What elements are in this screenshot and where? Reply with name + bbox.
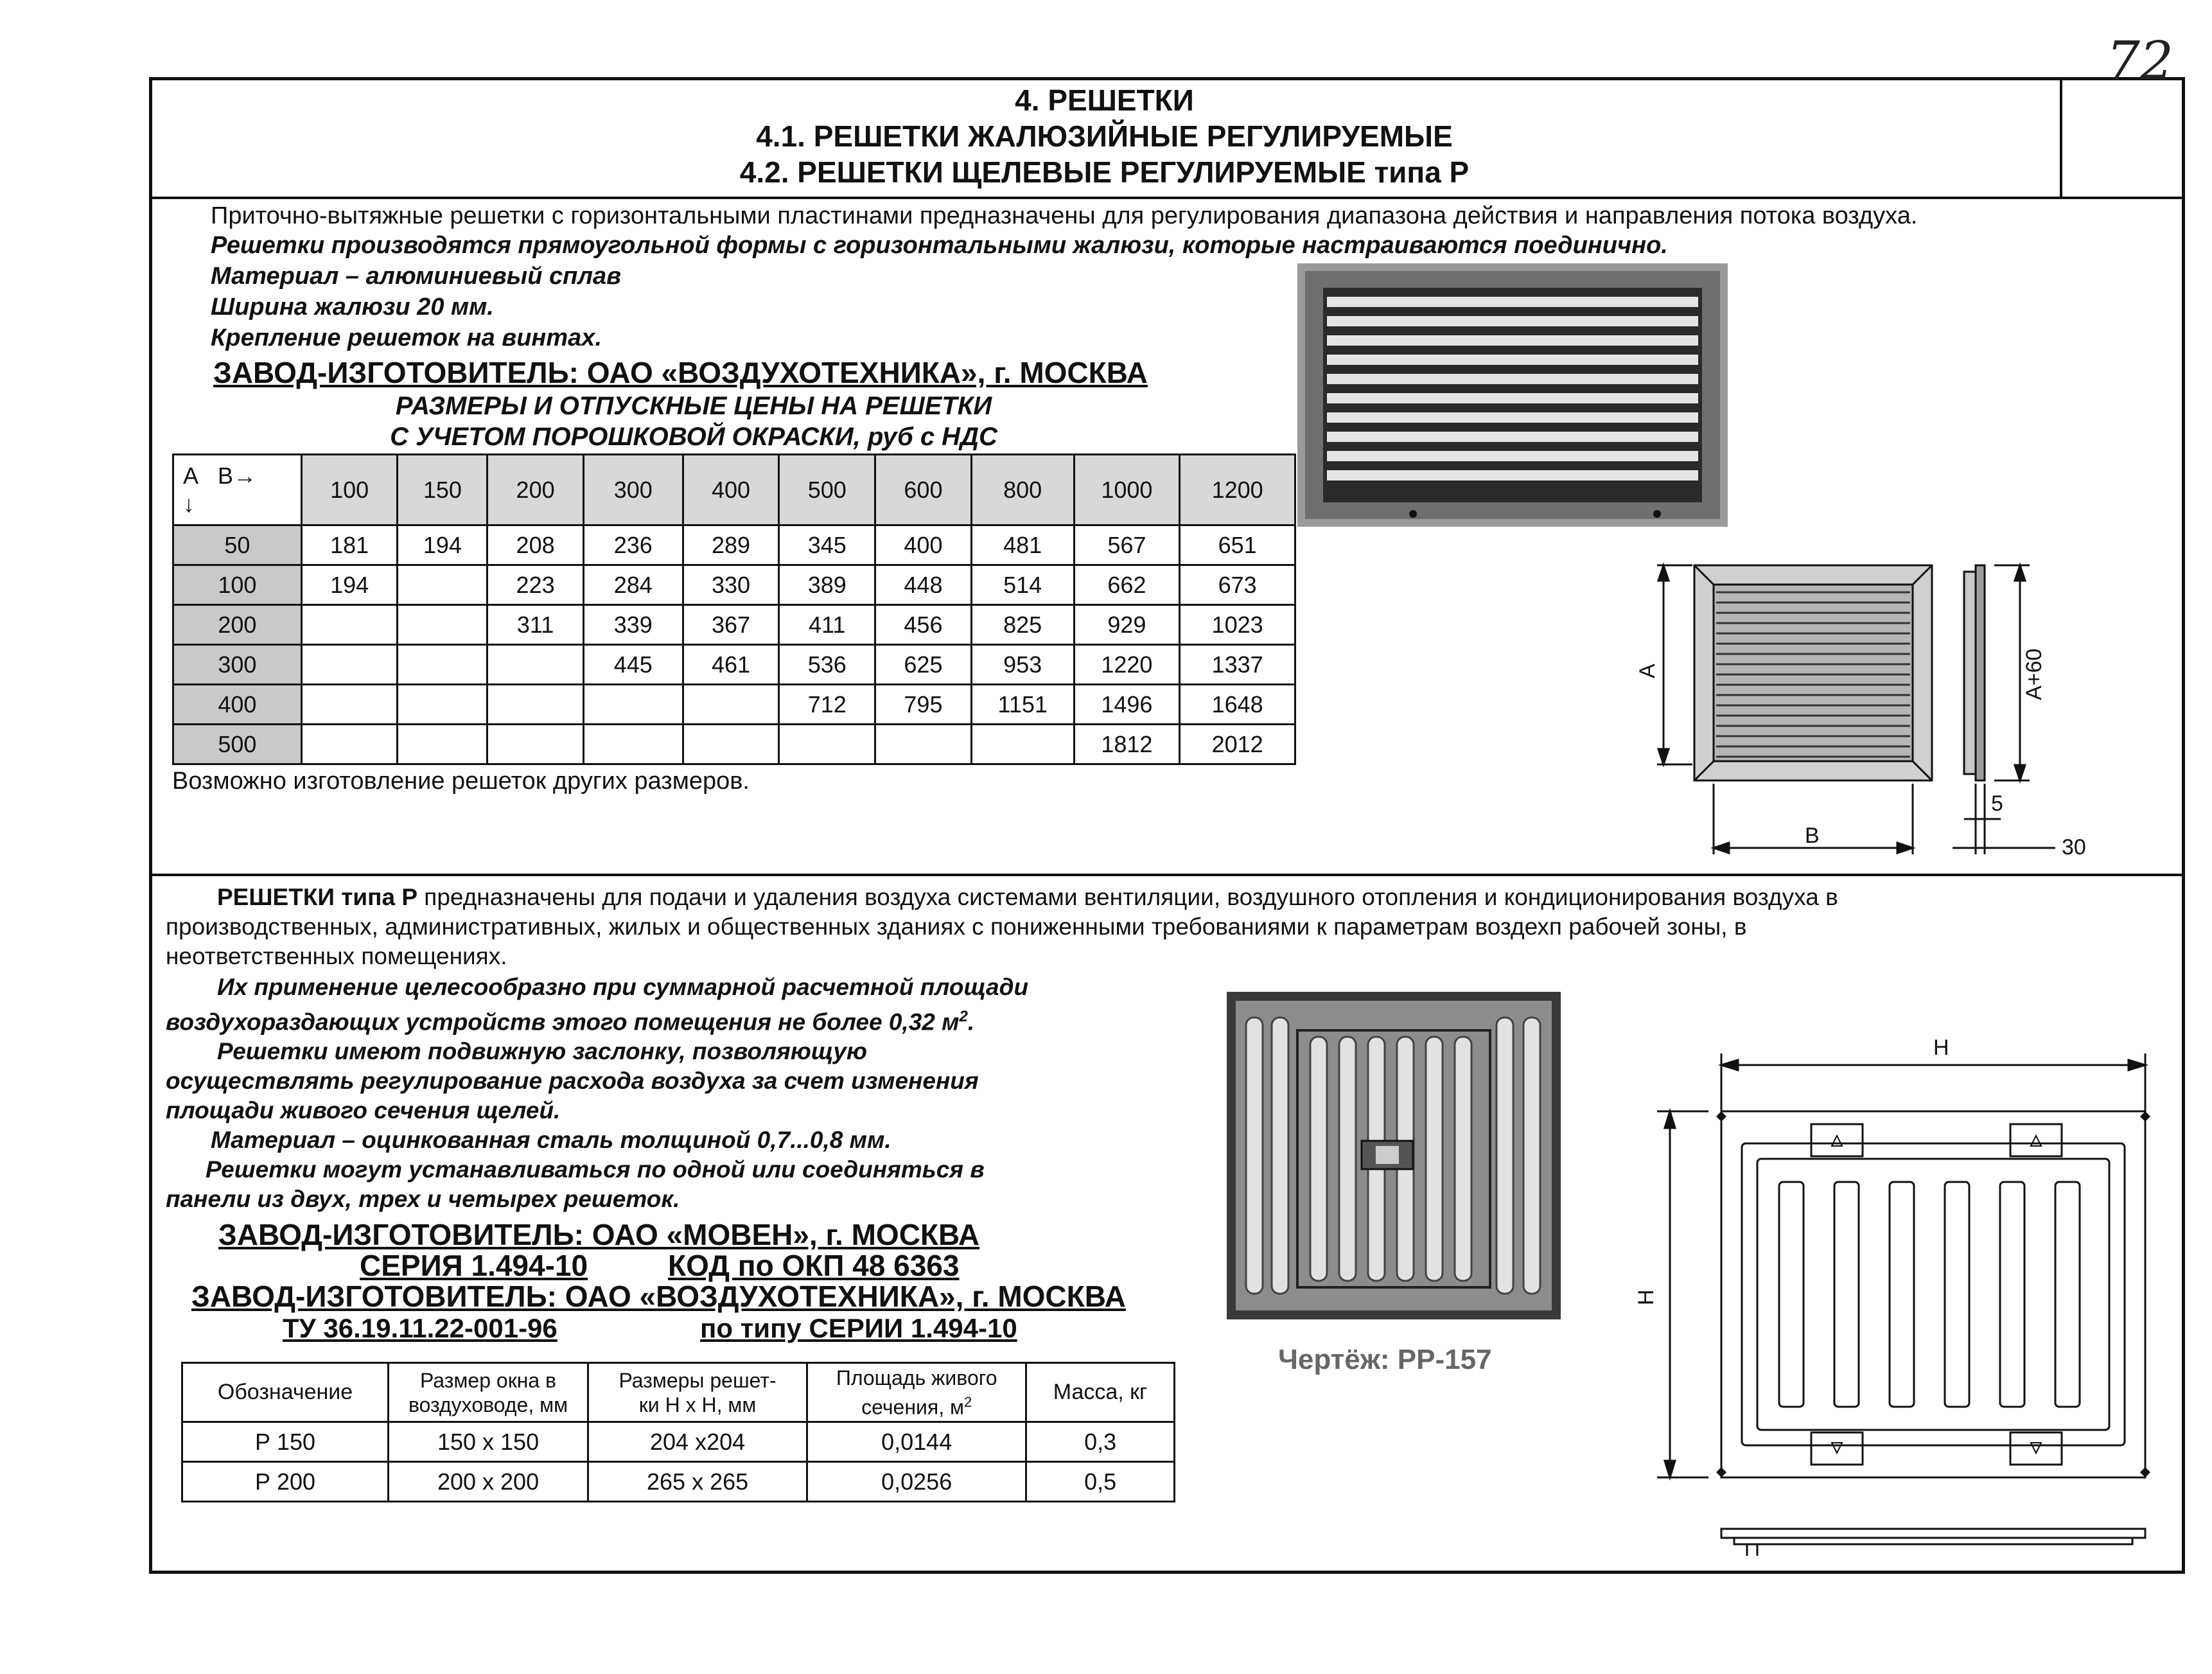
table-cell: 953: [971, 645, 1074, 685]
p1-line3: неответственных помещениях.: [166, 943, 507, 969]
drawing-caption: Чертёж: РР-157: [1278, 1344, 1492, 1375]
table-cell: 448: [875, 565, 972, 605]
series-label: СЕРИЯ 1.494-10: [360, 1249, 588, 1282]
table-row: [173, 645, 1295, 685]
corner-cell: [173, 455, 302, 525]
cell-area: 0,0256: [807, 1462, 1026, 1502]
table-cell: 284: [583, 565, 683, 605]
type-p-table: [181, 1362, 1175, 1502]
table-cell: 367: [683, 605, 779, 645]
cell-size: 265 х 265: [588, 1462, 807, 1502]
table-cell: 825: [971, 605, 1074, 645]
p3-line3: площади живого сечения щелей.: [166, 1097, 561, 1124]
type-p-header: [182, 1363, 1175, 1422]
table-cell: 1496: [1074, 685, 1180, 725]
table-cell: 389: [779, 565, 875, 605]
table-cell: [301, 685, 398, 725]
row-header: 50: [173, 525, 302, 565]
row-header: 200: [173, 605, 302, 645]
p2-sup: 2: [959, 1008, 968, 1025]
table-cell: [683, 725, 779, 764]
header-area-l2: сечения, м: [861, 1395, 964, 1419]
table-row: [173, 525, 1295, 565]
intro-text: Приточно-вытяжные решетки с горизонтальными пластинами предназначены для регулирования диапазона действия и направления потока воздуха.: [211, 202, 1918, 229]
table-cell: 345: [779, 525, 875, 565]
table-cell: 461: [683, 645, 779, 685]
corner-arrow: ↓: [183, 490, 195, 517]
cell-mass: 0,5: [1026, 1462, 1175, 1502]
header-area-sup: 2: [963, 1393, 972, 1410]
price-table-header: [173, 455, 1295, 525]
okp-code: КОД по ОКП 48 6363: [668, 1249, 960, 1282]
table-cell: [683, 685, 779, 725]
table-cell: [487, 725, 584, 764]
title-block: [149, 82, 2060, 190]
slotted-grille-photo: [1227, 992, 1561, 1319]
price-table-title-1: РАЗМЕРЫ И ОТПУСКНЫЕ ЦЕНЫ НА РЕШЕТКИ: [395, 392, 992, 420]
col-header: 150: [398, 455, 487, 525]
table-row: [173, 605, 1295, 645]
title-section: 4. РЕШЕТКИ: [1015, 84, 1194, 117]
price-table: [172, 454, 1296, 765]
table-cell: 330: [683, 565, 779, 605]
col-header: 100: [301, 455, 398, 525]
table-cell: [971, 725, 1074, 764]
tu-label: ТУ 36.19.11.22-001-96: [283, 1313, 557, 1343]
louvre-grille-drawing: [1635, 552, 2132, 861]
page-number-cell: [2060, 77, 2185, 197]
col-header: 1200: [1180, 455, 1295, 525]
table-cell: 1151: [971, 685, 1074, 725]
header-size: [588, 1363, 807, 1422]
table-cell: 456: [875, 605, 972, 645]
table-cell: 536: [779, 645, 875, 685]
header-window-l2: воздуховоде, мм: [408, 1393, 568, 1416]
section2-p1-line1: [166, 883, 2157, 912]
table-cell: [301, 605, 398, 645]
table-cell: 223: [487, 565, 584, 605]
p3-line1: Решетки имеют подвижную заслонку, позволяющую: [217, 1038, 868, 1065]
title-subsection-1: 4.1. РЕШЕТКИ ЖАЛЮЗИЙНЫЕ РЕГУЛИРУЕМЫЕ: [756, 119, 1453, 153]
table-cell: 411: [779, 605, 875, 645]
col-header: 200: [487, 455, 584, 525]
table-cell: 795: [875, 685, 972, 725]
table-cell: [487, 685, 584, 725]
section-divider: [149, 874, 2185, 876]
table-cell: [398, 605, 487, 645]
header-designation: Обозначение: [182, 1363, 389, 1422]
table-cell: 445: [583, 645, 683, 685]
row-header: 400: [173, 685, 302, 725]
cell-name: Р 200: [182, 1462, 389, 1502]
row-header: 100: [173, 565, 302, 605]
dim-5-label: 5: [1991, 791, 2003, 816]
table-cell: [301, 645, 398, 685]
header-size-l1: Размеры решет-: [619, 1368, 777, 1392]
table-row: [182, 1422, 1175, 1462]
table-cell: [301, 725, 398, 764]
cell-area: 0,0144: [807, 1422, 1026, 1462]
col-header: 400: [683, 455, 779, 525]
col-header: 800: [971, 455, 1074, 525]
page-number: 72: [2106, 31, 2173, 92]
dim-30-label: 30: [2062, 835, 2086, 859]
table-cell: [398, 565, 487, 605]
table-cell: 1220: [1074, 645, 1180, 685]
table-cell: 673: [1180, 565, 1295, 605]
slotted-grille-drawing: [1631, 1028, 2158, 1567]
p2-line2: воздухораздающих устройств этого помещения не более 0,32 м: [166, 1009, 960, 1035]
table-cell: 289: [683, 525, 779, 565]
table-cell: [779, 725, 875, 764]
table-cell: 481: [971, 525, 1074, 565]
section2-paragraph-2: [166, 973, 1193, 1214]
col-header: 600: [875, 455, 972, 525]
table-cell: 1023: [1180, 605, 1295, 645]
table-cell: 625: [875, 645, 972, 685]
table-cell: 1648: [1180, 685, 1295, 725]
dim-a60-label: А+60: [2022, 648, 2046, 700]
vozduhotekhnika-manufacturer: ЗАВОД-ИЗГОТОВИТЕЛЬ: ОАО «ВОЗДУХОТЕХНИКА», г. МОСКВА: [191, 1280, 1126, 1313]
table-cell: 181: [301, 525, 398, 565]
p2-line2-wrap: [166, 1002, 1193, 1037]
cell-name: Р 150: [182, 1422, 389, 1462]
col-header: 500: [779, 455, 875, 525]
table-cell: 662: [1074, 565, 1180, 605]
material-text: Материал – алюминиевый сплав: [211, 263, 622, 290]
row-header: 500: [173, 725, 302, 764]
table-cell: 311: [487, 605, 584, 645]
table-cell: 712: [779, 685, 875, 725]
table-cell: [875, 725, 972, 764]
table-cell: 339: [583, 605, 683, 645]
table-row: [173, 725, 1295, 764]
other-sizes-note: Возможно изготовление решеток других размеров.: [172, 768, 750, 795]
table-cell: 1337: [1180, 645, 1295, 685]
p3-line2: осуществлять регулирование расхода воздуха за счет изменения: [166, 1068, 979, 1095]
table-row: [182, 1462, 1175, 1502]
p4-line: Материал – оцинкованная сталь толщиной 0,7...0,8 мм.: [211, 1127, 891, 1154]
row-header: 300: [173, 645, 302, 685]
table-row: [173, 565, 1295, 605]
cell-mass: 0,3: [1026, 1422, 1175, 1462]
table-cell: 400: [875, 525, 972, 565]
corner-a: А: [183, 462, 199, 489]
header-window: [389, 1363, 588, 1422]
corner-b: В→: [218, 462, 257, 489]
series-type-label: по типу СЕРИИ 1.494-10: [700, 1313, 1017, 1343]
table-cell: 208: [487, 525, 584, 565]
table-cell: 1812: [1074, 725, 1180, 764]
table-cell: [487, 645, 584, 685]
table-cell: [398, 685, 487, 725]
dim-a-label: А: [1635, 664, 1660, 678]
manufacturer-heading: ЗАВОД-ИЗГОТОВИТЕЛЬ: ОАО «ВОЗДУХОТЕХНИКА», г. МОСКВА: [213, 356, 1148, 389]
p2-end: .: [967, 1009, 975, 1035]
mount-text-bold: Крепление решеток на винтах.: [211, 324, 602, 351]
col-header: 1000: [1074, 455, 1180, 525]
header-mass: Масса, кг: [1026, 1363, 1175, 1422]
shape-text: Решетки производятся прямоугольной формы с горизонтальными жалюзи, которые настраиваются поединично.: [211, 232, 1668, 259]
dim-h-top-label: Н: [1933, 1035, 1949, 1060]
section2-paragraph-1: [166, 883, 2157, 971]
mount-text: [211, 322, 602, 353]
title-subsection-2: 4.2. РЕШЕТКИ ЩЕЛЕВЫЕ РЕГУЛИРУЕМЫЕ типа Р: [739, 155, 1470, 189]
width-text: Ширина жалюзи 20 мм.: [211, 294, 494, 321]
p5-line1: Решетки могут устанавливаться по одной или соединяться в: [206, 1156, 985, 1183]
p1-text: предназначены для подачи и удаления воздуха системами вентиляции, воздушного отопления и кондиционирования воздуха в: [417, 884, 1838, 910]
table-cell: [398, 645, 487, 685]
cell-window: 200 х 200: [389, 1462, 588, 1502]
p2-line1: Их применение целесообразно при суммарной расчетной площади: [217, 974, 1029, 1000]
dim-h-side-label: Н: [1634, 1289, 1658, 1305]
table-cell: [398, 725, 487, 764]
louvre-grille-photo: [1297, 263, 1728, 527]
table-cell: 236: [583, 525, 683, 565]
table-cell: [583, 685, 683, 725]
cell-size: 204 х204: [588, 1422, 807, 1462]
table-cell: 194: [301, 565, 398, 605]
type-p-heading: РЕШЕТКИ типа Р: [217, 884, 418, 910]
table-cell: 567: [1074, 525, 1180, 565]
table-cell: [583, 725, 683, 764]
price-table-title-2: С УЧЕТОМ ПОРОШКОВОЙ ОКРАСКИ, руб с НДС: [390, 423, 997, 451]
p5-line2: панели из двух, трех и четырех решеток.: [166, 1186, 680, 1213]
table-cell: 929: [1074, 605, 1180, 645]
moven-manufacturer: ЗАВОД-ИЗГОТОВИТЕЛЬ: ОАО «МОВЕН», г. МОСКВА: [218, 1218, 980, 1251]
table-cell: 2012: [1180, 725, 1295, 764]
table-cell: 651: [1180, 525, 1295, 565]
table-cell: 514: [971, 565, 1074, 605]
table-cell: 194: [398, 525, 487, 565]
dim-b-label: В: [1805, 824, 1820, 848]
header-area: [807, 1363, 1026, 1422]
p1-line2: производственных, административных, жилых и общественных зданиях с пониженными требованиями к параметрам воздехп рабочей зоны, в: [166, 913, 1747, 940]
cell-window: 150 х 150: [389, 1422, 588, 1462]
header-area-l1: Площадь живого: [836, 1366, 997, 1389]
header-size-l2: ки Н х Н, мм: [638, 1393, 757, 1416]
table-row: [173, 685, 1295, 725]
col-header: 300: [583, 455, 683, 525]
header-window-l1: Размер окна в: [420, 1368, 557, 1392]
